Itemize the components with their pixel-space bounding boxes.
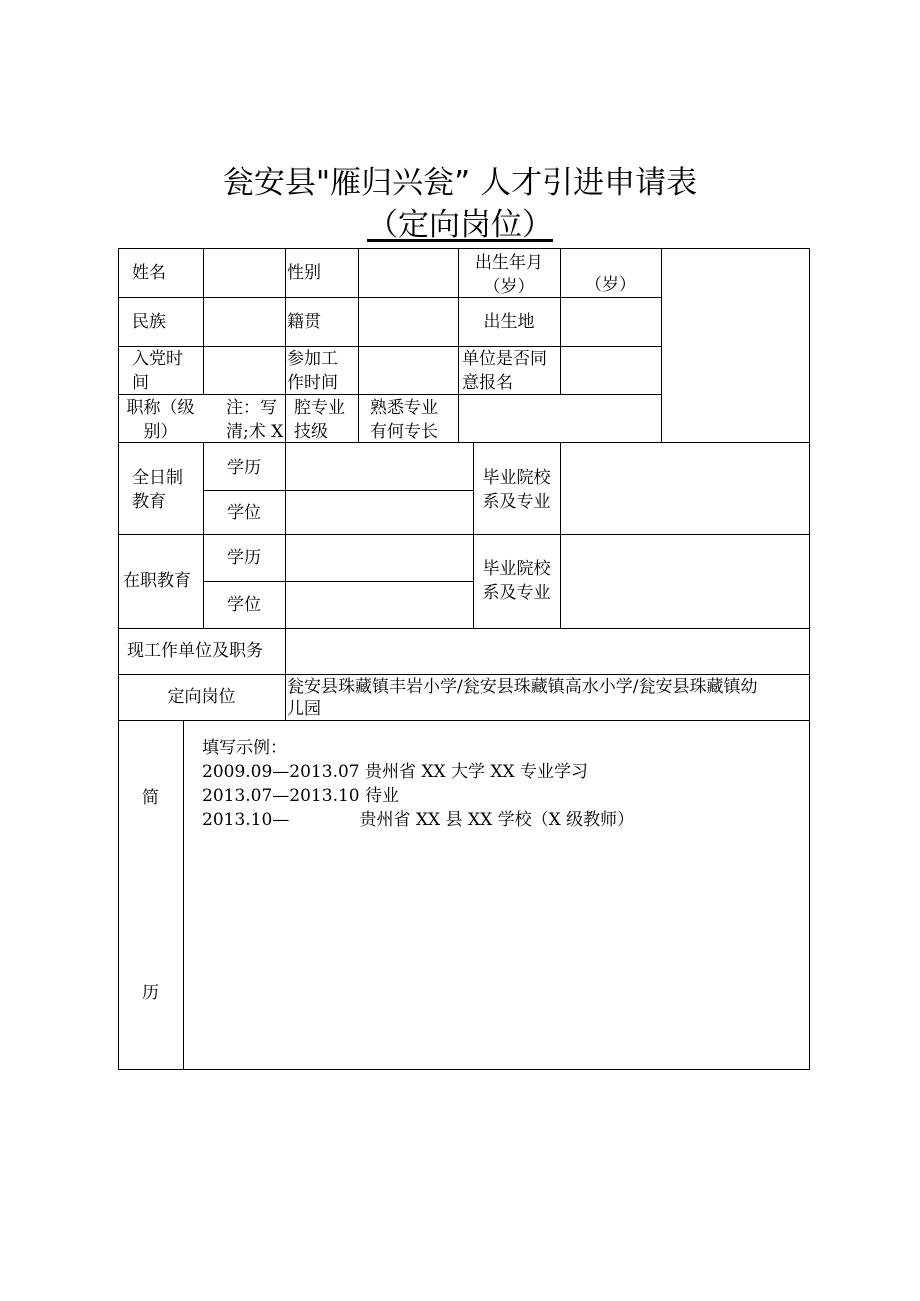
grid-line (118, 1069, 810, 1070)
resume-example-line: 2013.10— 贵州省 XX 县 XX 学校（X 级教师） (202, 810, 635, 830)
grid-line (118, 720, 810, 721)
application-form-table (118, 248, 810, 1070)
target-post-value: 瓮安县珠藏镇丰岩小学/瓮安县珠藏镇高水小学/瓮安县珠藏镇幼 儿园 (287, 677, 758, 719)
grid-line (203, 581, 473, 582)
grid-line (183, 720, 184, 1070)
grid-line (118, 628, 810, 629)
label-fulltime-edu: 全日制 教育 (132, 468, 183, 512)
grid-line (560, 248, 561, 394)
resume-example-line: 2013.07—2013.10 待业 (202, 786, 400, 806)
grid-line (809, 248, 810, 1070)
label-skill: 腔专业 技级 (294, 398, 345, 442)
grid-line (118, 674, 810, 675)
label-academic-degree-fulltime: 学位 (227, 503, 261, 523)
resume-example-heading: 填写示例： (202, 738, 287, 758)
label-ethnicity: 民族 (132, 312, 166, 332)
grid-line (118, 248, 119, 1070)
label-specialty: 熟悉专业 有何专长 (370, 398, 438, 442)
resume-example-line: 2009.09—2013.07 贵州省 XX 大学 XX 专业学习 (202, 762, 589, 782)
form-subtitle: （定向岗位） (367, 207, 553, 243)
label-age: （岁） (585, 275, 636, 295)
form-title: 瓮安县"雁归兴瓮” 人才引进申请表 (222, 165, 698, 201)
label-title-level: 职称（级 别） (126, 398, 195, 442)
label-resume-2: 历 (142, 983, 159, 1003)
grid-line (118, 442, 810, 443)
grid-line (358, 394, 359, 442)
label-birthplace: 出生地 (483, 312, 535, 332)
label-name: 姓名 (132, 263, 166, 283)
label-grad-school-fulltime: 毕业院校 系及专业 (482, 468, 551, 512)
label-gender: 性别 (287, 263, 321, 283)
grid-line (285, 628, 286, 720)
label-current-unit: 现工作单位及职务 (127, 641, 263, 661)
grid-line (118, 346, 661, 347)
grid-line (118, 248, 810, 249)
label-target-post: 定向岗位 (167, 687, 236, 707)
label-degree-fulltime: 学历 (227, 458, 261, 478)
grid-line (285, 442, 286, 628)
grid-line (118, 297, 661, 298)
label-degree-inservice: 学历 (227, 548, 261, 568)
grid-line (358, 248, 359, 394)
label-resume-1: 简 (142, 788, 159, 808)
label-native-place: 籍贯 (287, 312, 321, 332)
label-work-time: 参加工 作时间 (287, 349, 338, 393)
grid-line (560, 442, 561, 628)
grid-line (118, 394, 661, 395)
label-grad-school-inservice: 毕业院校 系及专业 (482, 559, 551, 603)
grid-line (661, 248, 662, 442)
label-title-note: 注：写 清;术 X (226, 398, 284, 442)
label-academic-degree-inservice: 学位 (227, 595, 261, 615)
label-inservice-edu: 在职教育 (123, 571, 191, 591)
label-party-time: 入党时 间 (132, 349, 183, 393)
label-birth: 出生年月 （岁） (475, 253, 543, 297)
grid-line (458, 394, 459, 442)
grid-line (285, 248, 286, 442)
grid-line (203, 248, 204, 394)
label-unit-agree: 单位是否同 意报名 (462, 349, 547, 393)
grid-line (203, 490, 473, 491)
grid-line (118, 534, 810, 535)
